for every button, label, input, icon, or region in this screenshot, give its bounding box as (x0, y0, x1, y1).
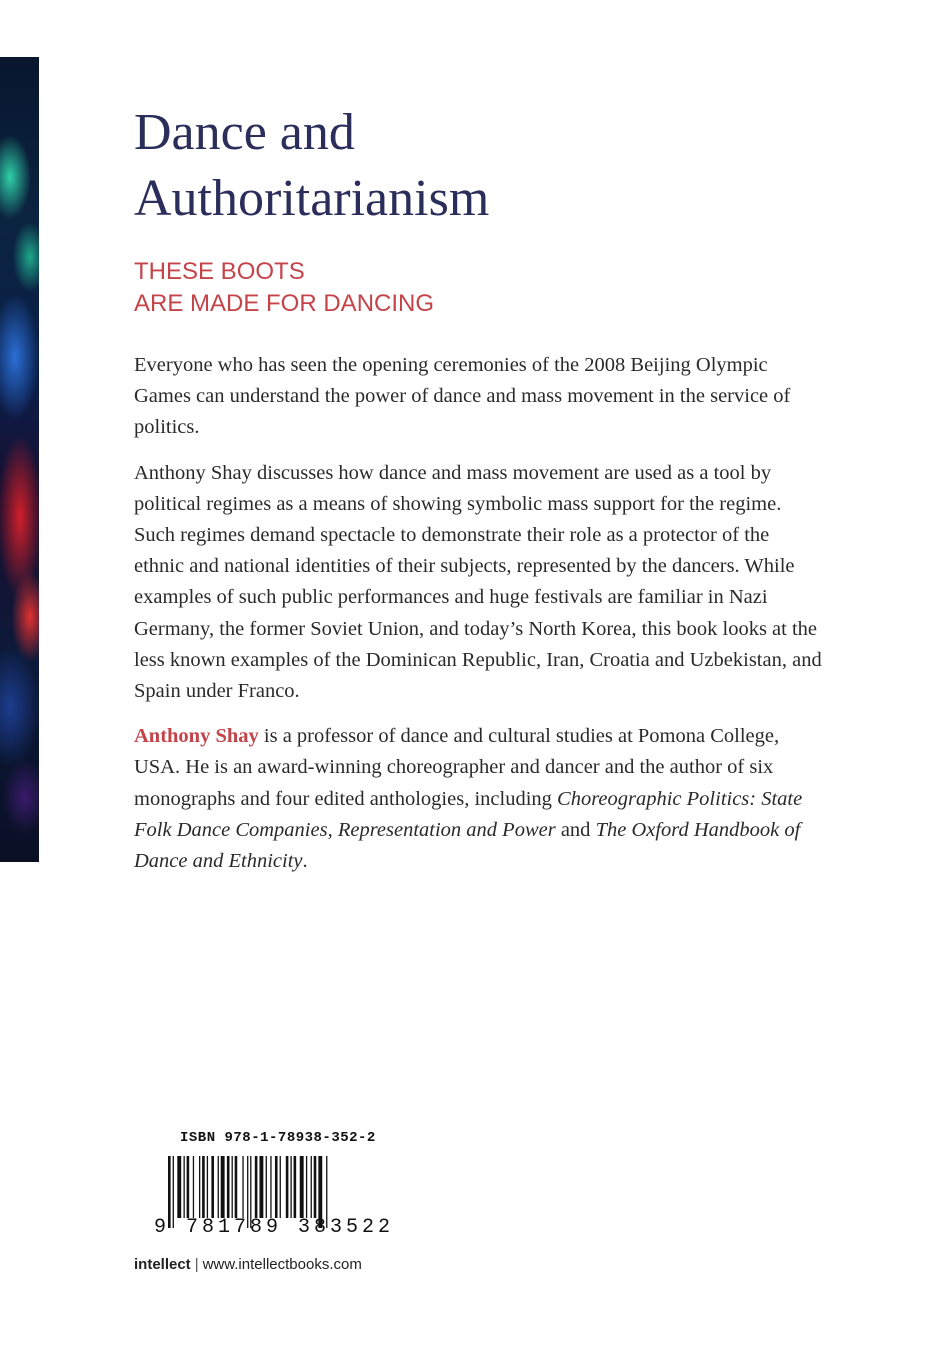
barcode-bar (280, 1156, 281, 1218)
barcode-bar (290, 1156, 291, 1218)
author-bio-text: is a professor of dance and cultural studies at Pomona College, USA. He is an award-winning choreographer and dancer and the author of six monographs and four edited anthologies, including (134, 725, 780, 810)
publisher-brand: intellect (134, 1256, 191, 1273)
title-line-1: Dance and (134, 104, 355, 161)
barcode-bar (187, 1156, 190, 1218)
barcode-bar (202, 1156, 205, 1218)
barcode-bar (211, 1156, 214, 1218)
barcode-bar (184, 1156, 185, 1218)
barcode-bar (232, 1156, 233, 1218)
blurb-paragraph-1: Everyone who has seen the opening ceremonies of the 2008 Beijing Olympic Games can understand the power of dance and mass movement in the service of politics. (134, 354, 791, 439)
subtitle-line-2: ARE MADE FOR DANCING (134, 290, 435, 317)
barcode-bar (286, 1156, 289, 1218)
barcode-bar (311, 1156, 312, 1218)
isbn-label: ISBN 978-1-78938-352-2 (180, 1130, 376, 1146)
barcode-bar (242, 1156, 243, 1218)
publisher-separator: | (194, 1256, 199, 1273)
publisher-website[interactable]: www.intellectbooks.com (202, 1256, 362, 1273)
cover-art-strip (0, 57, 39, 862)
barcode-bar (266, 1156, 267, 1218)
barcode-bar (193, 1156, 194, 1218)
author-name: Anthony Shay (134, 725, 259, 748)
author-bio (134, 721, 824, 877)
barcode-bar (221, 1156, 225, 1218)
publisher-footer (134, 1256, 362, 1273)
book-title (134, 100, 489, 232)
author-bio-connector: and (555, 818, 596, 841)
barcode-bar (270, 1156, 271, 1218)
barcode-bar (300, 1156, 304, 1218)
barcode-bar (306, 1156, 307, 1218)
barcode-bar (235, 1156, 238, 1218)
book-reference-1: Choreographic Politics: State Folk Dance Companies, Representation and Power (134, 787, 803, 841)
book-subtitle (134, 256, 434, 320)
blurb-paragraph-2: Anthony Shay discusses how dance and mass movement are used as a tool by political regimes as a means of showing symbolic mass support for the regime. Such regimes demand spectacle to demonstrate their role as a protector of the ethnic and national identities of their subjects, represented by the dancers. While examples of such public performances and huge festivals are familiar in Nazi Germany, the former Soviet Union, and today’s North Korea, this book looks at the less known examples of the Dominican Republic, Iran, Croatia and Uzbekistan, and Spain under Franco. (134, 461, 822, 703)
barcode-bar (314, 1156, 317, 1218)
barcode-bar (275, 1156, 278, 1218)
barcode-bar (199, 1156, 200, 1218)
barcode-bar (177, 1156, 181, 1218)
barcode-bar (294, 1156, 297, 1218)
book-reference-2: The Oxford Handbook of Dance and Ethnicity (134, 818, 801, 873)
title-line-2: Authoritarianism (134, 170, 490, 227)
barcode-bar (218, 1156, 219, 1218)
barcode-bar (255, 1156, 258, 1218)
barcode-bar (207, 1156, 208, 1218)
back-cover-blurb (134, 350, 824, 891)
barcode-bar (227, 1156, 230, 1218)
subtitle-line-1: THESE BOOTS (134, 258, 305, 285)
author-bio-end: . (302, 850, 308, 873)
barcode-bar (259, 1156, 263, 1218)
barcode-digits: 9 781789 383522 (154, 1216, 395, 1239)
